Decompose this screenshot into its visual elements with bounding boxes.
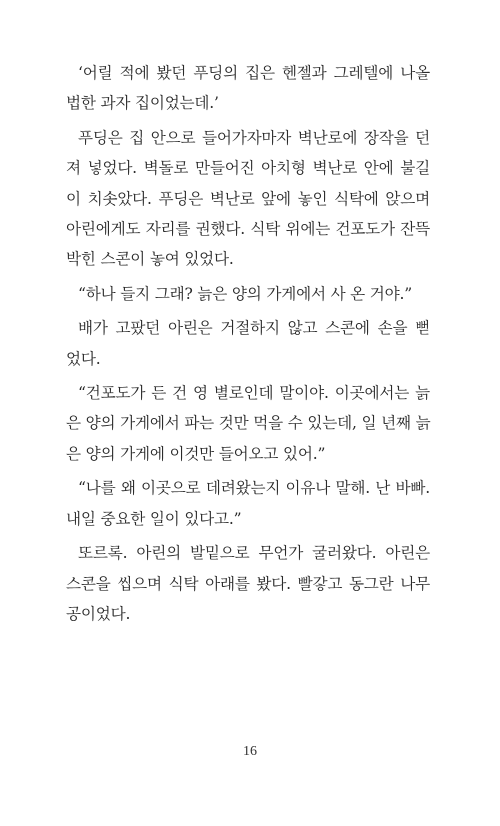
text-line: “나를 왜 이곳으로 데려왔는지 이유나 말해. 난 바빠. xyxy=(78,479,430,498)
text-line: 공이었다. xyxy=(66,604,131,623)
paragraph-3 xyxy=(66,279,430,309)
text-line: ‘어릴 적에 봤던 푸딩의 집은 헨젤과 그레텔에 나올 xyxy=(78,64,430,82)
text-line: 스콘을 씹으며 식탁 아래를 봤다. 빨갛고 동그란 나무 xyxy=(66,574,430,593)
paragraph-5 xyxy=(66,378,430,469)
paragraph-4 xyxy=(66,313,430,374)
paragraph-6 xyxy=(66,473,430,534)
text-line: 은 양의 가게에 이것만 들어오고 있어.” xyxy=(66,444,326,463)
text-line: 아린에게도 자리를 권했다. 식탁 위에는 건포도가 잔뜩 xyxy=(66,220,430,239)
body-text xyxy=(66,58,430,633)
text-line: 푸딩은 집 안으로 들어가자마자 벽난로에 장작을 던 xyxy=(78,128,430,147)
paragraph-2 xyxy=(66,123,430,275)
text-line: 이 치솟았다. 푸딩은 벽난로 앞에 놓인 식탁에 앉으며 xyxy=(66,189,430,208)
paragraph-1 xyxy=(66,58,430,119)
text-line: 박힌 스콘이 놓여 있었다. xyxy=(66,250,234,269)
text-line: “건포도가 든 건 영 별로인데 말이야. 이곳에서는 늙 xyxy=(78,384,430,403)
paragraph-7 xyxy=(66,538,430,629)
text-line: 었다. xyxy=(66,349,101,368)
text-line: 내일 중요한 일이 있다고.” xyxy=(66,509,242,528)
text-line: 법한 과자 집이었는데.’ xyxy=(66,94,219,113)
text-line: 져 넣었다. 벽돌로 만들어진 아치형 벽난로 안에 불길 xyxy=(66,159,430,178)
text-line: 은 양의 가게에서 파는 것만 먹을 수 있는데, 일 년째 늙 xyxy=(66,414,431,433)
page-number: 16 xyxy=(243,744,257,759)
text-line: “하나 들지 그래? 늙은 양의 가게에서 사 온 거야.” xyxy=(78,284,413,303)
text-line: 배가 고팠던 아린은 거절하지 않고 스콘에 손을 뻗 xyxy=(78,319,430,338)
text-line: 또르록. 아린의 발밑으로 무언가 굴러왔다. 아린은 xyxy=(78,544,430,563)
